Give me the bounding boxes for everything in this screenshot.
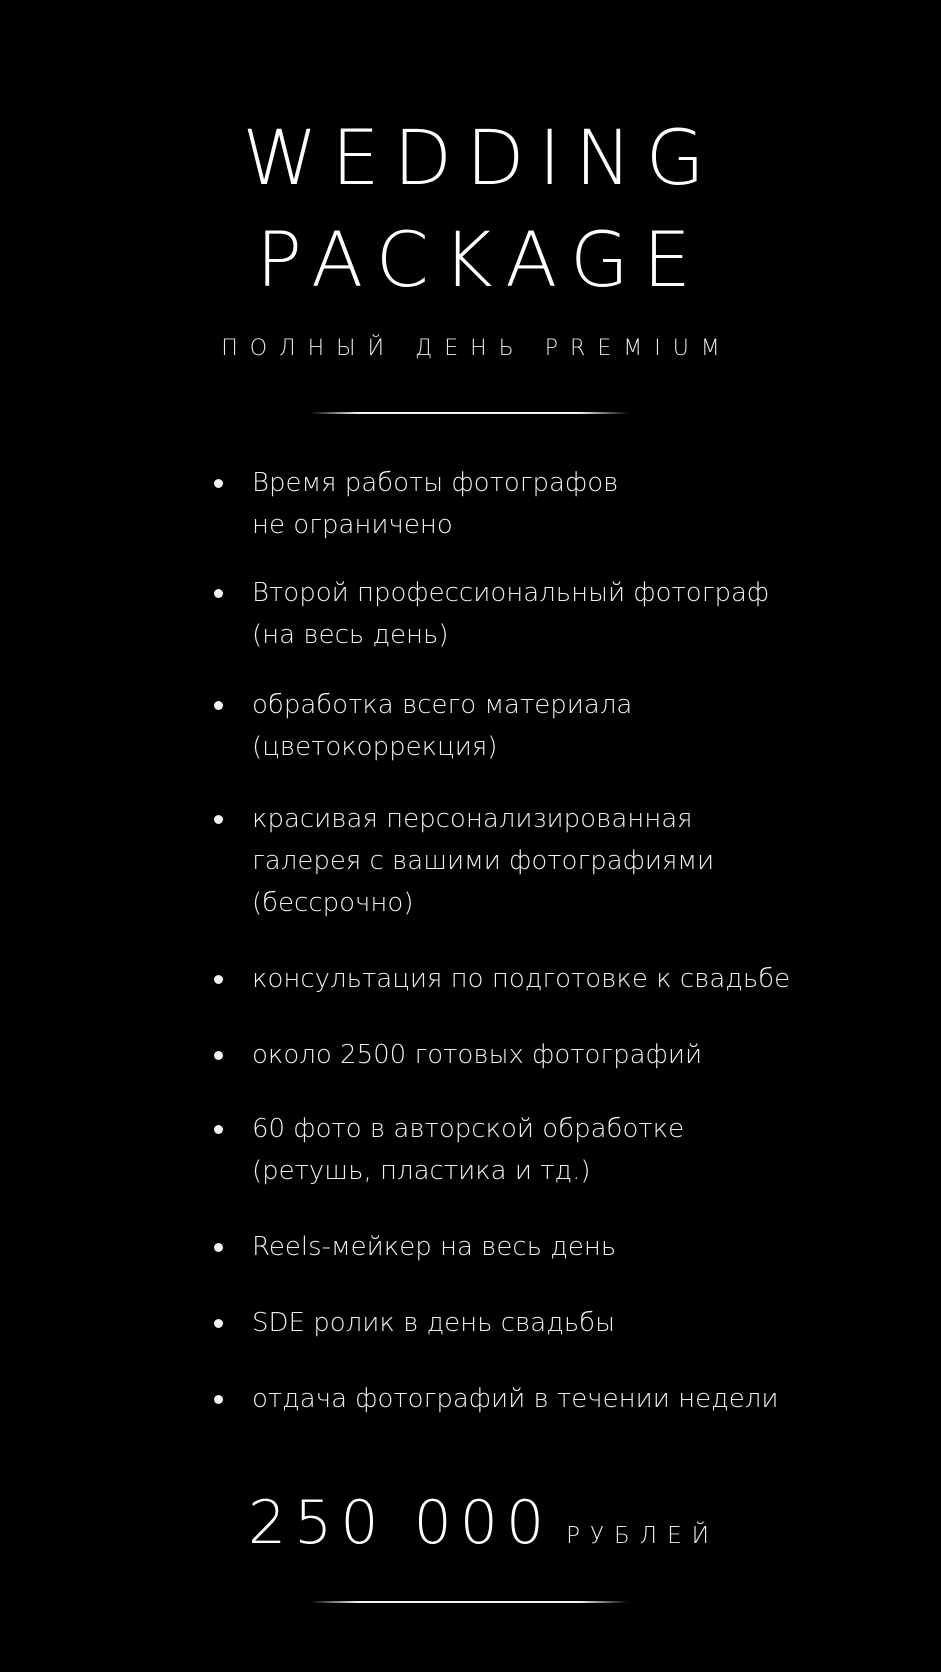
price <box>248 1488 719 1558</box>
bullet-icon <box>214 701 223 710</box>
bullet-icon <box>214 479 223 488</box>
bullet-icon <box>214 1125 223 1134</box>
bullet-icon <box>214 589 223 598</box>
bullet-icon <box>214 1051 223 1060</box>
feature-text: Reels-мейкер на весь день <box>252 1232 617 1262</box>
feature-text: красивая персонализированная галерея с вашими фотографиями (бессрочно) <box>252 804 715 918</box>
feature-text: Время работы фотографов не ограничено <box>252 468 619 540</box>
feature-text: 60 фото в авторской обработке (ретушь, пластика и тд.) <box>252 1114 685 1186</box>
price-amount: 250 000 <box>248 1488 553 1558</box>
bullet-icon <box>214 975 223 984</box>
bullet-icon <box>214 1243 223 1252</box>
bullet-icon <box>214 1319 223 1328</box>
bullet-icon <box>214 815 223 824</box>
feature-text: Второй профессиональный фотограф (на весь день) <box>252 578 770 650</box>
package-subtitle: ПОЛНЫЙ ДЕНЬ PREMIUM <box>221 336 732 361</box>
feature-text: SDE ролик в день свадьбы <box>252 1308 615 1338</box>
bottom-divider <box>310 1601 628 1603</box>
feature-text: отдача фотографий в течении недели <box>252 1384 779 1414</box>
feature-text: около 2500 готовых фотографий <box>252 1040 703 1070</box>
feature-text: обработка всего материала (цветокоррекция) <box>252 690 633 762</box>
top-divider <box>310 412 628 414</box>
price-currency: РУБЛЕЙ <box>566 1523 719 1549</box>
title-line-package: PACKAGE <box>256 215 705 304</box>
title-line-wedding: WEDDING <box>242 113 719 202</box>
feature-text: консультация по подготовке к свадьбе <box>252 964 791 994</box>
bullet-icon <box>214 1395 223 1404</box>
